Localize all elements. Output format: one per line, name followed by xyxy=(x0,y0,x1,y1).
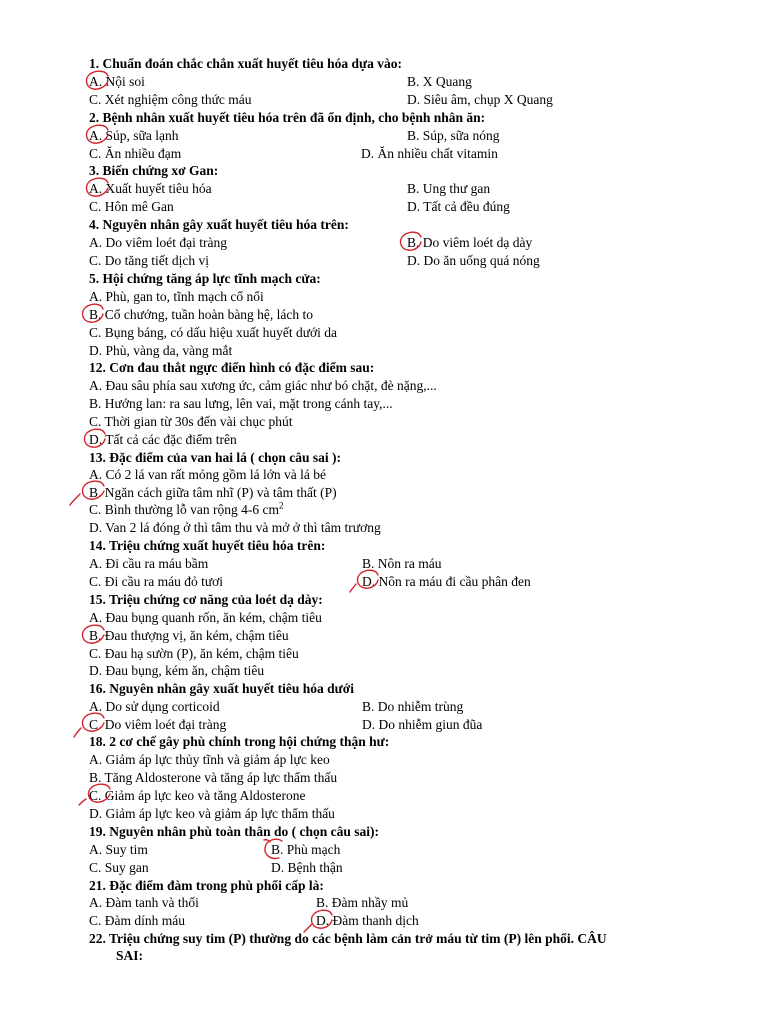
answer-option: A. Do sử dụng corticoid xyxy=(89,699,220,714)
answer-option: B. Ngăn cách giữa tâm nhĩ (P) và tâm thất (P) xyxy=(89,485,337,500)
answer-option: B. Phù mạch xyxy=(271,842,341,857)
answer-option: D. Do nhiễm giun đũa xyxy=(362,717,483,732)
question-title: 13. Đặc điểm của van hai lá ( chọn câu sai ): xyxy=(89,450,342,465)
answer-option: C. Thời gian từ 30s đến vài chục phút xyxy=(89,414,293,429)
answer-option: C. Do viêm loét đại tràng xyxy=(89,717,227,732)
answer-option: B. X Quang xyxy=(407,74,472,89)
answer-option: C. Suy gan xyxy=(89,860,149,875)
question-title: 2. Bệnh nhân xuất huyết tiêu hóa trên đã ổn định, cho bệnh nhân ăn: xyxy=(89,110,486,125)
answer-option: D. Tất cả các đặc điểm trên xyxy=(89,432,237,447)
answer-option: A. Suy tim xyxy=(89,842,148,857)
answer-option: D. Ăn nhiều chất vitamin xyxy=(361,146,498,161)
answer-option: B. Nôn ra máu xyxy=(362,556,442,571)
question-title: 14. Triệu chứng xuất huyết tiêu hóa trên: xyxy=(89,538,326,553)
question-title-continued: SAI: xyxy=(116,948,144,963)
answer-option: A. Súp, sữa lạnh xyxy=(89,128,179,143)
answer-option: A. Xuất huyết tiêu hóa xyxy=(89,181,212,196)
answer-option: A. Phù, gan to, tĩnh mạch cổ nổi xyxy=(89,289,264,304)
answer-option: D. Tất cả đều đúng xyxy=(407,199,510,214)
answer-option: A. Đàm tanh và thối xyxy=(89,895,199,910)
answer-option: C. Ăn nhiều đạm xyxy=(89,146,182,161)
question-title: 19. Nguyên nhân phù toàn thân do ( chọn câu sai): xyxy=(89,824,379,839)
answer-option: A. Đau sâu phía sau xương ức, cảm giác như bó chặt, đè nặng,... xyxy=(89,378,437,393)
answer-option: A. Đau bụng quanh rốn, ăn kém, chậm tiêu xyxy=(89,610,322,625)
answer-option: B. Do viêm loét dạ dày xyxy=(407,235,533,250)
answer-option: D. Giảm áp lực keo và giảm áp lực thẩm thấu xyxy=(89,806,335,821)
answer-option: B. Do nhiễm trùng xyxy=(362,699,464,714)
answer-option: B. Cổ chướng, tuần hoàn bàng hệ, lách to xyxy=(89,307,314,322)
answer-option: C. Do tăng tiết dịch vị xyxy=(89,253,209,268)
answer-option: D. Nôn ra máu đi cầu phân đen xyxy=(362,574,531,589)
question-title: 21. Đặc điểm đàm trong phù phổi cấp là: xyxy=(89,878,324,893)
question-title: 5. Hội chứng tăng áp lực tĩnh mạch cửa: xyxy=(89,271,321,286)
answer-option: C. Hôn mê Gan xyxy=(89,199,174,214)
answer-option: B. Hướng lan: ra sau lưng, lên vai, mặt trong cánh tay,... xyxy=(89,396,393,411)
question-title: 16. Nguyên nhân gây xuất huyết tiêu hóa dưới xyxy=(89,681,355,696)
answer-option: C. Bình thường lỗ van rộng 4-6 $cm^2$ xyxy=(89,500,284,517)
question-title: 3. Biến chứng xơ Gan: xyxy=(89,163,219,178)
answer-option: B. Ung thư gan xyxy=(407,181,491,196)
answer-option: A. Giảm áp lực thủy tĩnh và giảm áp lực keo xyxy=(89,752,330,767)
answer-option: A. Nội soi xyxy=(89,74,145,89)
answer-option: A. Do viêm loét đại tràng xyxy=(89,235,227,250)
answer-option: B. Đau thượng vị, ăn kém, chậm tiêu xyxy=(89,628,289,643)
superscript: 2 xyxy=(278,500,284,511)
answer-option: C. Bụng báng, có dấu hiệu xuất huyết dưới da xyxy=(89,325,338,340)
answer-option: D. Phù, vàng da, vàng mắt xyxy=(89,343,233,358)
answer-option: B. Đàm nhầy mủ xyxy=(316,895,409,910)
question-title: 18. 2 cơ chế gây phù chính trong hội chứng thận hư: xyxy=(89,734,390,749)
answer-option: A. Có 2 lá van rất mỏng gồm lá lớn và lá bé xyxy=(89,467,326,482)
answer-option: D. Van 2 lá đóng ở thì tâm thu và mở ở thì tâm trương xyxy=(89,520,381,535)
answer-option: D. Bệnh thận xyxy=(271,860,343,875)
answer-option: D. Do ăn uống quá nóng xyxy=(407,253,540,268)
answer-option: B. Súp, sữa nóng xyxy=(407,128,500,143)
answer-option: B. Tăng Aldosterone và tăng áp lực thẩm thấu xyxy=(89,770,338,785)
answer-option: C. Giảm áp lực keo và tăng Aldosterone xyxy=(89,788,306,803)
question-title: 1. Chuẩn đoán chắc chắn xuất huyết tiêu hóa dựa vào: xyxy=(89,56,403,71)
question-title: 22. Triệu chứng suy tim (P) thường do các bệnh làm cản trở máu từ tim (P) lên phổi. CÂU xyxy=(89,931,607,946)
answer-option: C. Đau hạ sườn (P), ăn kém, chậm tiêu xyxy=(89,646,299,661)
answer-option: D. Siêu âm, chụp X Quang xyxy=(407,92,553,107)
answer-option: D. Đàm thanh dịch xyxy=(316,913,419,928)
answer-option: A. Đi cầu ra máu bầm xyxy=(89,556,209,571)
answer-option: C. Đàm dính máu xyxy=(89,913,185,928)
question-title: 4. Nguyên nhân gây xuất huyết tiêu hóa trên: xyxy=(89,217,349,232)
answer-option: C. Xét nghiệm công thức máu xyxy=(89,92,252,107)
question-title: 12. Cơn đau thắt ngực điển hình có đặc điểm sau: xyxy=(89,360,375,375)
question-title: 15. Triệu chứng cơ năng của loét dạ dày: xyxy=(89,592,323,607)
answer-option: C. Đi cầu ra máu đỏ tươi xyxy=(89,574,224,589)
answer-option: D. Đau bụng, kém ăn, chậm tiêu xyxy=(89,663,265,678)
